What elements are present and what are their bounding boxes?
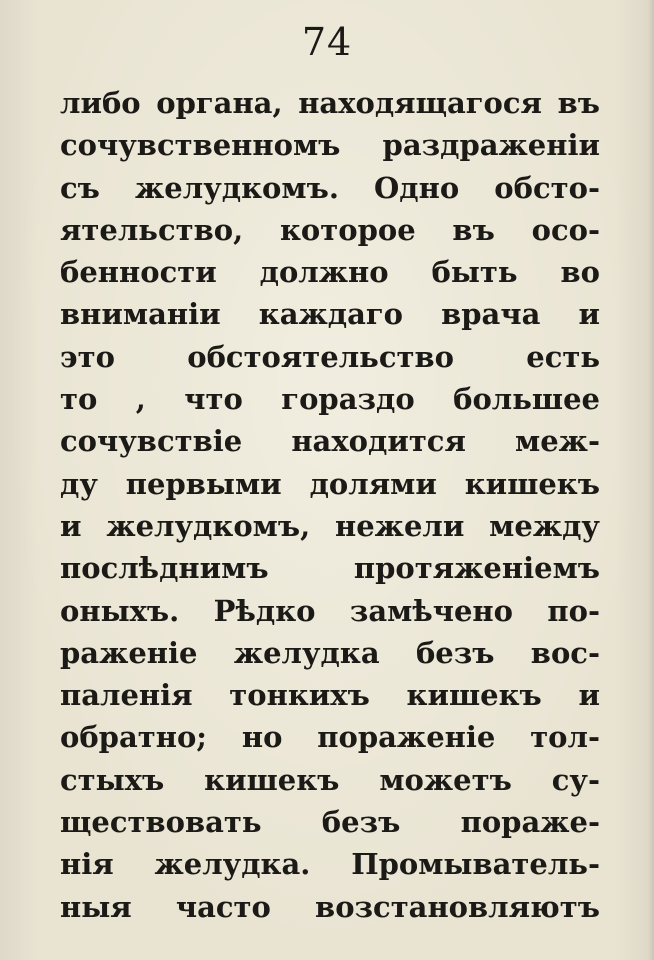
text-line: ятельство, которое въ осо- <box>60 212 600 247</box>
text-line: ду первыми долями кишекъ <box>60 466 600 501</box>
text-line: стыхъ кишекъ можетъ су- <box>60 762 600 797</box>
text-line: это обстоятельство есть <box>60 339 600 374</box>
text-line: сочувственномъ раздраженіи <box>60 128 600 163</box>
text-line: съ желудкомъ. Одно обсто- <box>60 170 600 205</box>
text-line: послѣднимъ протяженіемъ <box>60 551 600 586</box>
page-number: 74 <box>301 20 353 64</box>
text-line: и желудкомъ, нежели между <box>60 508 600 543</box>
text-line: паленія тонкихъ кишекъ и <box>60 678 600 713</box>
text-line: сочувствіе находится меж- <box>60 424 600 459</box>
text-line: оныхъ. Рѣдко замѣчено по- <box>60 593 600 628</box>
text-line: либо органа, находящагося въ <box>60 86 600 120</box>
text-line: нія желудка. Промыватель- <box>60 847 600 882</box>
text-line: раженіе желудка безъ вос- <box>60 635 600 670</box>
page-edge-shadow <box>648 0 654 960</box>
text-line: то , что гораздо большее <box>60 382 600 417</box>
text-line: бенности должно быть во <box>60 255 600 290</box>
text-line: обратно; но пораженіе тол- <box>60 720 600 755</box>
text-line: вниманіи каждаго врача и <box>60 297 600 332</box>
body-text <box>60 82 600 928</box>
text-line: ныя часто возстановляютъ <box>60 889 600 924</box>
text-line: ществовать безъ пораже- <box>60 805 600 840</box>
